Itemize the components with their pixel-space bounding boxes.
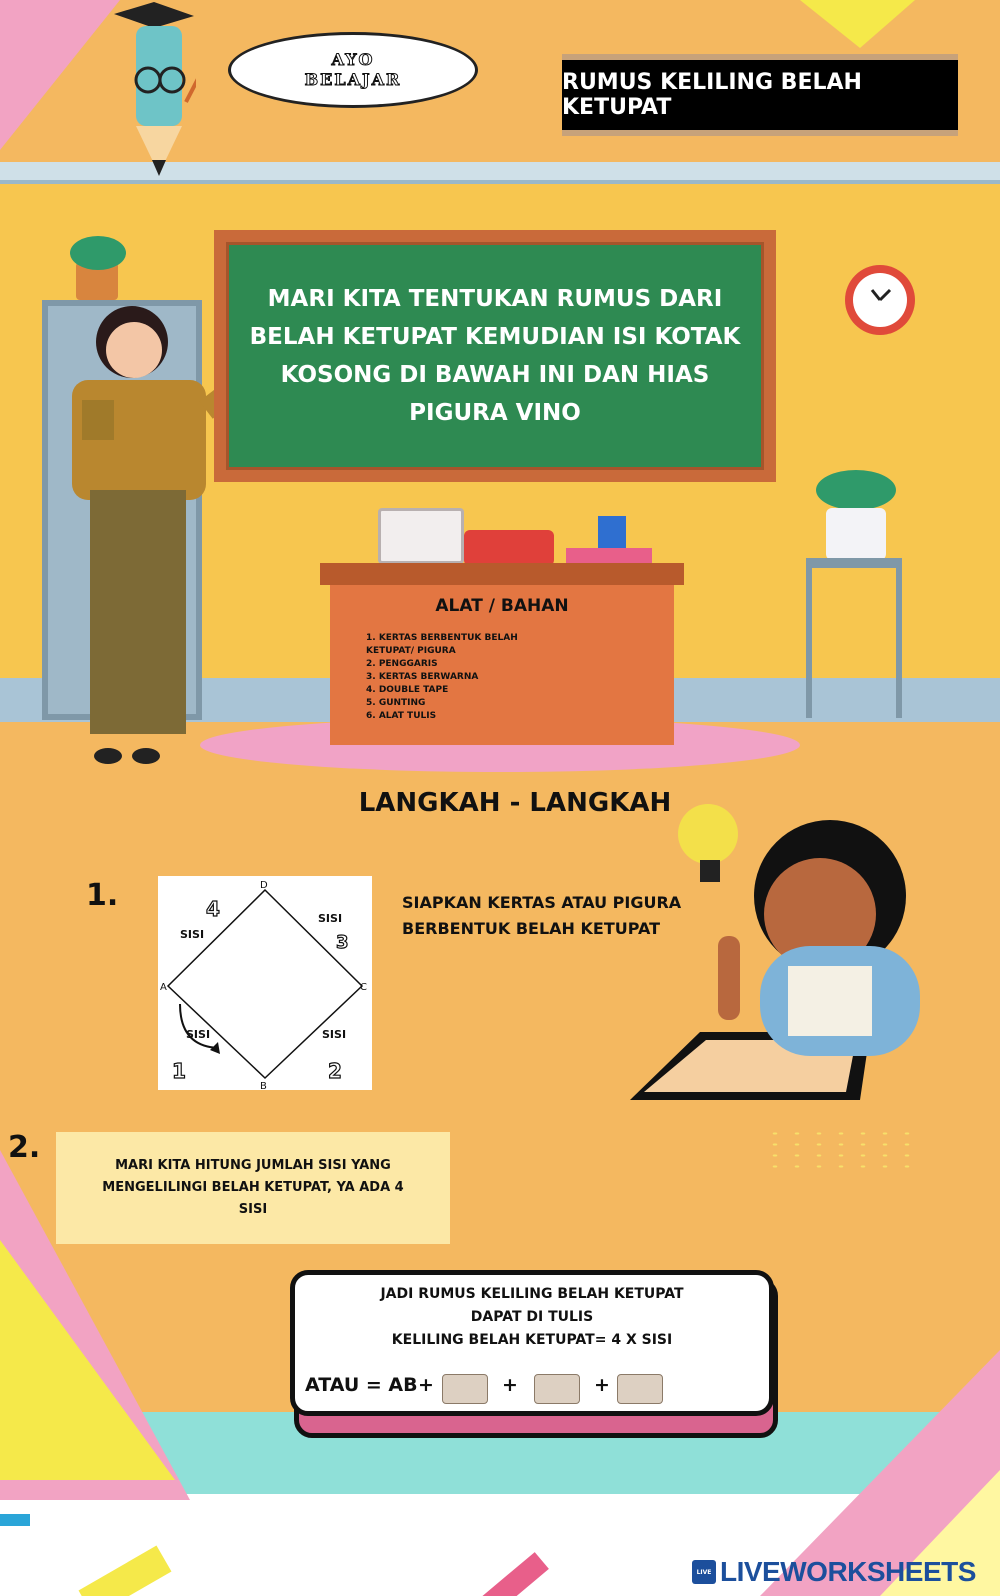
deco-shape <box>0 1514 30 1526</box>
answer-blank-3[interactable] <box>617 1374 663 1404</box>
rhombus-diagram <box>158 876 372 1090</box>
chair <box>464 530 554 566</box>
side-label: SISI <box>322 1028 347 1041</box>
side-number: 3 <box>336 932 349 953</box>
formula-line-2: DAPAT DI TULIS <box>470 1309 594 1325</box>
plus-sign: + <box>594 1374 610 1396</box>
side-number: 1 <box>172 1059 186 1083</box>
vertex-d: D <box>260 880 268 891</box>
speech-line-1: AYO <box>331 50 375 69</box>
chalkboard-instruction: MARI KITA TENTUKAN RUMUS DARI BELAH KETUPAT KEMUDIAN ISI KOTAK KOSONG DI BAWAH INI DAN HIAS PIGURA VINO <box>249 286 741 426</box>
tools-item: 5. GUNTING <box>366 698 426 708</box>
plant-stand <box>806 558 902 718</box>
step-2-text: MARI KITA HITUNG JUMLAH SISI YANG MENGELILINGI BELAH KETUPAT, YA ADA 4 SISI <box>102 1158 404 1217</box>
tools-item: 6. ALAT TULIS <box>366 711 437 721</box>
dots-decoration <box>764 1128 924 1172</box>
title-banner <box>562 54 958 136</box>
page-title: RUMUS KELILING BELAH KETUPAT <box>562 70 862 120</box>
answer-blank-2[interactable] <box>534 1374 580 1404</box>
answer-blank-1[interactable] <box>442 1374 488 1404</box>
tools-item: 3. KERTAS BERWARNA <box>366 672 479 682</box>
vertex-a: A <box>160 982 167 993</box>
side-label: SISI <box>186 1028 211 1041</box>
formula-line-1: JADI RUMUS KELILING BELAH KETUPAT <box>380 1286 684 1302</box>
laptop-icon <box>378 508 464 564</box>
formula-prefix: ATAU = AB <box>305 1374 418 1396</box>
tools-title: ALAT / BAHAN <box>435 596 569 616</box>
step-2-number: 2. <box>8 1130 41 1165</box>
plant-right-pot <box>826 508 886 560</box>
pencil-cup-icon <box>598 516 626 548</box>
tools-list <box>366 632 666 723</box>
side-number: 4 <box>206 897 220 921</box>
brand-name[interactable]: LIVEWORKSHEETS <box>720 1556 976 1587</box>
books-icon <box>566 548 652 564</box>
brand-logo-icon: LIVE <box>692 1560 716 1584</box>
student-illustration <box>620 796 940 1110</box>
tools-item: 1. KERTAS BERBENTUK BELAH <box>366 633 518 643</box>
tools-item: KETUPAT/ PIGURA <box>366 646 456 656</box>
step-2-box <box>56 1132 450 1244</box>
tools-item: 2. PENGGARIS <box>366 659 438 669</box>
side-label: SISI <box>180 928 205 941</box>
vertex-b: B <box>260 1081 267 1090</box>
desk-top <box>320 563 684 585</box>
plant-icon <box>70 236 126 270</box>
formula-line-3: KELILING BELAH KETUPAT= 4 X SISI <box>391 1332 673 1348</box>
vertex-c: C <box>360 982 367 993</box>
speech-bubble <box>228 32 478 108</box>
step-1-number: 1. <box>86 878 119 913</box>
step-1-text: SIAPKAN KERTAS ATAU PIGURA BERBENTUK BELAH KETUPAT <box>402 893 682 938</box>
plus-sign: + <box>502 1374 518 1396</box>
side-number: 2 <box>328 1059 342 1083</box>
side-label: SISI <box>318 912 343 925</box>
clock-icon <box>842 262 918 338</box>
plant-right-icon <box>816 470 896 510</box>
tools-item: 4. DOUBLE TAPE <box>366 685 449 695</box>
plus-sign: + <box>418 1374 434 1396</box>
pencil-mascot-icon <box>96 2 196 182</box>
speech-line-2: BELAJAR <box>304 70 402 89</box>
chalkboard <box>214 230 776 482</box>
steps-title: LANGKAH - LANGKAH <box>358 788 672 818</box>
